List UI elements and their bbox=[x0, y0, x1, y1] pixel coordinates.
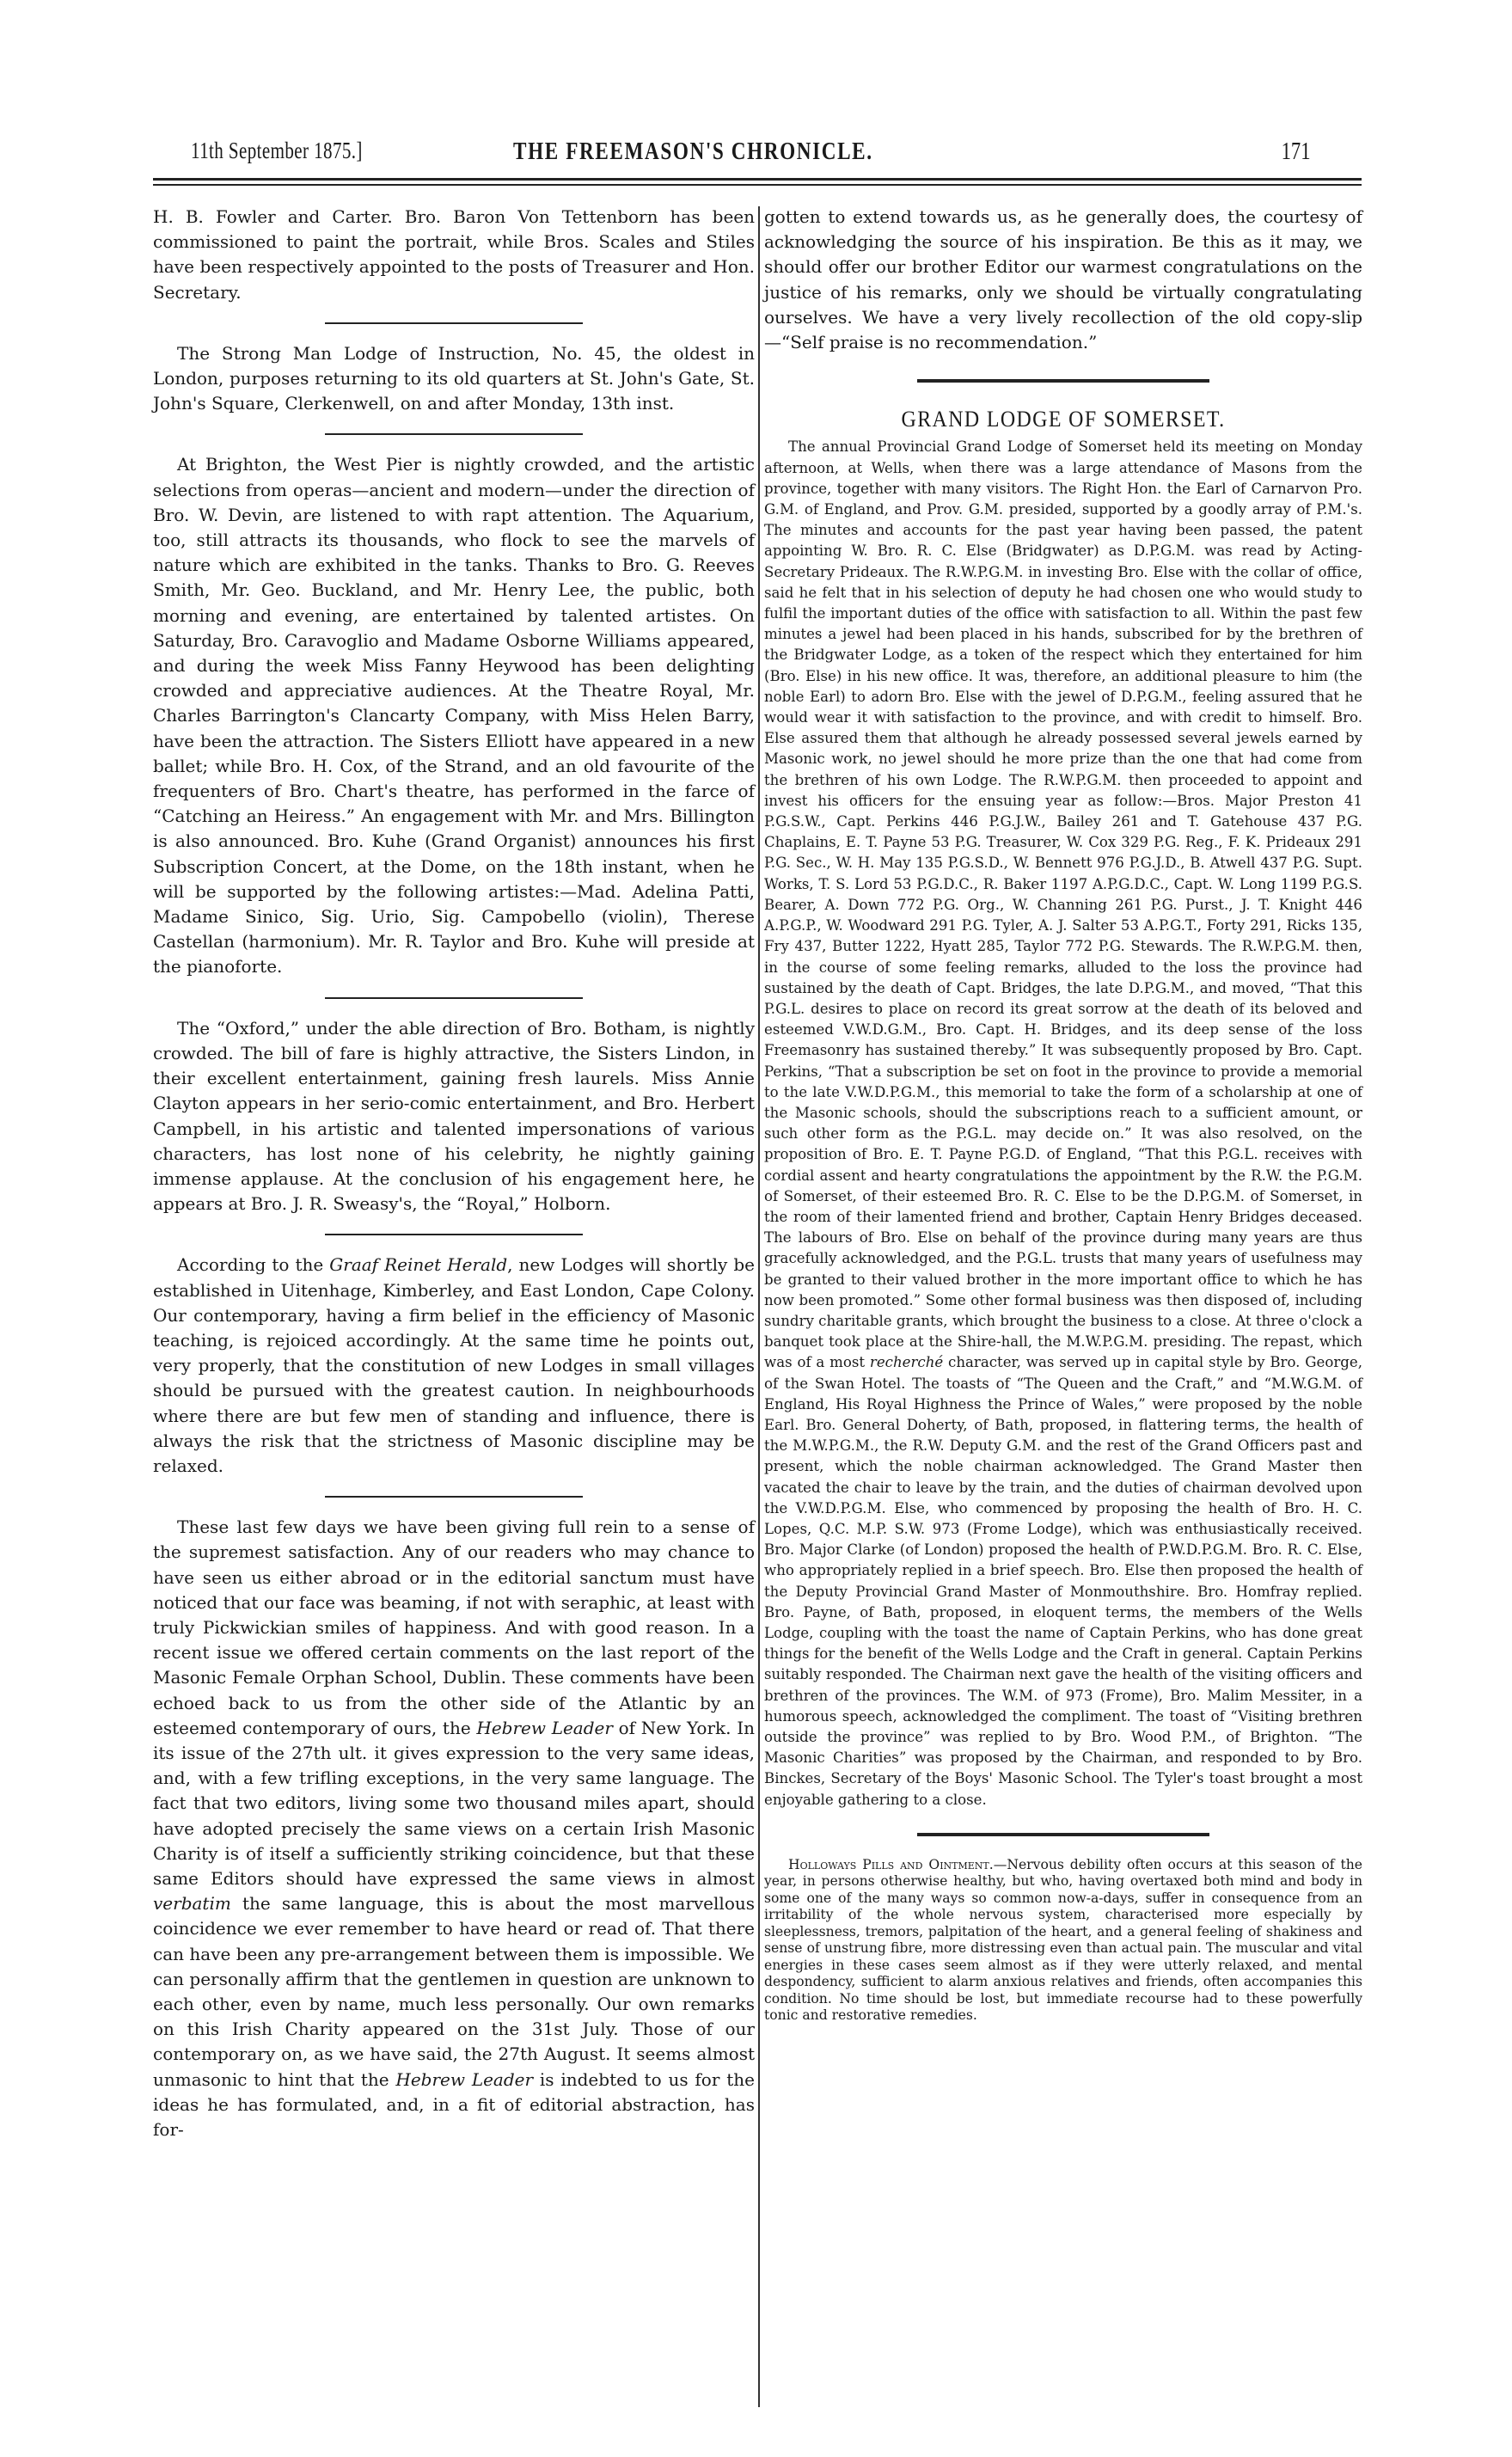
right-column bbox=[764, 205, 1362, 2025]
latin-term-italic: verbatim bbox=[153, 1893, 231, 1915]
newspaper-title-italic: Hebrew Leader bbox=[476, 1717, 613, 1738]
text-run: , new Lodges will shortly be established in Uitenhage, Kimberley, and East London, Cape Colony. Our contemporary, having a firm belief in the efficiency of Masonic teaching, is rejoiced accordingly. At the same time he points out, very properly, that the constitution of new Lodges in small villages should be pursued with the greatest caution. In neighbourhoods where there are but few men of standing and influence, there is always the risk that the strictness of Masonic discipline may be relaxed. bbox=[153, 1254, 755, 1476]
text-run: The annual Provincial Grand Lodge of Somerset held its meeting on Monday afternoon, at Wells, when there was a large attendance of Masons from the province, together with many visitors. The Right Hon. the Earl of Carnarvon Pro. G.M. of England, and Prov. G.M. presided, supported by a goodly array of P.M.'s. The minutes and accounts for the past year having been passed, the patent appointing W. Bro. R. C. Else (Bridgwater) as D.P.G.M. was read by Acting-Secretary Prideaux. The R.W.P.G.M. in investing Bro. Else with the collar of office, said he felt that in his selection of deputy he had chosen one who would study to fulfil the important duties of the office with satisfaction to all. Within the past few minutes a jewel had been placed in his hands, subscribed for by the brethren of the Bridgwater Lodge, as a token of the respect which they entertained for him (Bro. Else) in his new office. It was, therefore, an additional pleasure to him (the noble Earl) to adorn Bro. Else with the jewel of D.P.G.M., feeling assured that he would wear it with satisfaction to the province, and with credit to himself. Bro. Else assured them that although he already possessed several jewels earned by Masonic work, no jewel should he more prize than the one that had come from the brethren of his own Lodge. The R.W.P.G.M. then proceeded to appoint and invest his officers for the ensuing year as follow:—Bros. Major Preston 41 P.G.S.W., Capt. Perkins 446 P.G.J.W., Bailey 261 and T. Gatehouse 437 P.G. Chaplains, E. T. Payne 53 P.G. Treasurer, W. Cox 329 P.G. Reg., F. K. Prideaux 291 P.G. Sec., W. H. May 135 P.G.S.D., W. Bennett 976 P.G.J.D., B. Atwell 437 P.G. Supt. Works, T. S. Lord 53 P.G.D.C., R. Baker 1197 A.P.G.D.C., Capt. W. Long 1199 P.G.S. Bearer, A. Down 772 P.G. Org., W. Channing 261 P.G. Purst., J. T. Knight 446 A.P.G.P., W. Woodward 291 P.G. Tyler, A. J. Salter 53 A.P.G.T., Forty 291, Ricks 135, Fry 437, Butter 1222, Hyatt 285, Taylor 772 P.G. Stewards. The R.W.P.G.M. then, in the course of some feeling remarks, alluded to the loss the province had sustained by the death of Capt. Bridges, the late D.P.G.M., and moved, “That this P.G.L. desires to place on record its great sorrow at the death of its beloved and esteemed V.W.D.G.M., Bro. Capt. H. Bridges, and its deep sense of the loss Freemasonry has sustained thereby.” It was subsequently proposed by Bro. Capt. Perkins, “That a subscription be set on foot in the province to provide a memorial to the late V.W.D.P.G.M., this memorial to take the form of a scholarship at one of the Masonic schools, should the subscriptions reach to a sufficient amount, or such other form as the P.G.L. may decide on.” It was also resolved, on the proposition of Bro. E. T. Payne P.G.D. of England, “That this P.G.L. receives with cordial assent and hearty congratulations the appointment by the R.W. the P.G.M. of Somerset, of their esteemed Bro. R. C. Else to be the D.P.G.M. of Somerset, in the room of their lamented friend and brother, Captain Henry Bridges deceased. The labours of Bro. Else on behalf of the province during many years are thus gracefully acknowledged, and the P.G.L. trusts that many years of usefulness may be granted to their valued brother in the more important office to which he has now been promoted.” Some other formal business was then disposed of, including sundry charitable grants, which brought the business to a close. At three o'clock a banquet took place at the Shire-hall, the M.W.P.G.M. presiding. The repast, which was of a most bbox=[764, 438, 1362, 1371]
masthead-rule-upper bbox=[153, 178, 1362, 181]
french-term-italic: recherché bbox=[869, 1354, 944, 1371]
text-run: the same language, this is about the most marvellous coincidence we ever remember to have heard or read of. That there can have been any pre-arrangement between them is impossible. We can personally affirm that the gentlemen in question are unknown to each other, even by name, much less personally. Our own remarks on this Irish Charity appeared on the 31st July. Those of our contemporary on, as we have said, the 27th August. It seems almost unmasonic to hint that the bbox=[153, 1893, 755, 2090]
advertisement-body: —Nervous debility often occurs at this season of the year, in persons otherwise healthy, but who, having overtaxed both mind and body in some one of the many ways so common now-a-days, suffer in consequence from an irritability of the whole nervous system, characterised more especially by sleeplessness, tremors, palpitation of the heart, and a general feeling of shakiness and sense of unstrung fibre, more distressing even than actual pain. The muscular and vital energies in these cases seem almost as if they were utterly relaxed, and mental despondency, sufficient to alarm anxious relatives and friends, often accompanies this condition. No time should be lost, but immediate recourse had to these powerfully tonic and restorative remedies. bbox=[764, 1856, 1363, 2024]
article-cape-colony-lodges bbox=[153, 1253, 755, 1479]
page-number: 171 bbox=[1281, 138, 1310, 165]
section-separator bbox=[325, 322, 583, 324]
section-separator-double bbox=[917, 379, 1209, 383]
section-separator bbox=[325, 1234, 583, 1235]
masthead-rule-lower bbox=[153, 184, 1362, 186]
masthead bbox=[191, 138, 1362, 172]
article-strong-man-lodge: The Strong Man Lodge of Instruction, No. 45, the oldest in London, purposes returning to its old quarters at St. John's Gate, St. John's Square, Clerkenwell, on and after Monday, 13th inst. bbox=[153, 342, 755, 414]
text-run: character, was served up in capital style by Bro. George, of the Swan Hotel. The toasts of “The Queen and the Craft,” and “M.W.G.M. of England, His Royal Highness the Prince of Wales,” were proposed by the noble Earl. Bro. General Doherty, of Bath, proposed, in flattering terms, the health of the M.W.P.G.M., the R.W. Deputy G.M. and the rest of the Grand Officers past and present, which the noble chairman acknowledged. The Grand Master then vacated the chair to leave by the train, and the duties of chairman devolved upon the V.W.D.P.G.M. Else, who commenced by proposing the health of Bro. H. C. Lopes, Q.C. M.P. S.W. 973 (Frome Lodge), which was enthusiastically received. Bro. Major Clarke (of London) proposed the health of P.W.D.P.G.M. Bro. R. C. Else, who appropriately replied in a brief speech. Bro. Else then proposed the health of the Deputy Provincial Grand Master of Monmouthshire. Bro. Homfray replied. Bro. Payne, of Bath, proposed, in eloquent terms, the members of the Wells Lodge, coupling with the toast the name of Captain Perkins, who has done great things for the benefit of the Wells Lodge and the Craft in general. Captain Perkins suitably responded. The Chairman next gave the health of the visiting officers and brethren of the provinces. The W.M. of 973 (Frome), Bro. Malim Messiter, in a humorous speech, acknowledged the compliment. The toast of “Visiting brethren outside the province” was replied to by Bro. Wood P.M., of Brighton. “The Masonic Charities” was proposed by the Chairman, and responded to by Bro. Binckes, Secretary of the Boys' Masonic School. The Tyler's toast brought a most enjoyable gathering to a close. bbox=[764, 1354, 1362, 1808]
text-run: These last few days we have been giving full rein to a sense of the supremest satisfaction. Any of our readers who may chance to have seen us either abroad or in the editorial sanctum must have noticed that our face was beaming, if not with seraphic, at least with truly Pickwickian smiles of happiness. And with good reason. In a recent issue we offered certain comments on the last report of the Masonic Female Orphan School, Dublin. These comments have been echoed back to us from the other side of the Atlantic by an esteemed contemporary of ours, the bbox=[153, 1516, 755, 1738]
section-separator-double bbox=[917, 1833, 1209, 1836]
text-run: of New York. In its issue of the 27th ult. it gives expression to the very same ideas, and, with a few trifling exceptions, in the very same language. The fact that two editors, living some two thousand miles apart, should have adopted precisely the same views on a certain Irish Masonic Charity is of itself a sufficiently striking coincidence, but that these same Editors should have expressed the same views in almost bbox=[153, 1717, 755, 1889]
column-divider bbox=[758, 206, 760, 2407]
newspaper-title-italic: Graaf Reinet Herald bbox=[329, 1254, 508, 1276]
article-oxford-music-hall: The “Oxford,” under the able direction of Bro. Botham, is nightly crowded. The bill of fare is highly attractive, the Sisters Lindon, in their excellent entertainment, gaining fresh laurels. Miss Annie Clayton appears in her serio-comic entertainment, and Bro. Herbert Campbell, in his artistic and talented impersonations of various characters, has lost none of his celebrity, he nightly gaining immense applause. At the conclusion of his engagement here, he appears at Bro. J. R. Sweasy's, the “Royal,” Holborn. bbox=[153, 1017, 755, 1215]
issue-date: 11th September 1875.] bbox=[191, 138, 363, 163]
section-heading-grand-lodge-somerset: GRAND LODGE OF SOMERSET. bbox=[901, 407, 1226, 432]
section-separator bbox=[325, 433, 583, 435]
section-separator bbox=[325, 997, 583, 999]
publication-title: THE FREEMASON'S CHRONICLE. bbox=[513, 138, 873, 165]
text-run: According to the bbox=[177, 1254, 330, 1276]
newspaper-title-italic: Hebrew Leader bbox=[395, 2068, 534, 2090]
article-grand-lodge-somerset bbox=[764, 437, 1362, 1810]
article-hebrew-leader bbox=[153, 1515, 755, 2142]
article-portrait-commission: H. B. Fowler and Carter. Bro. Baron Von Tettenborn has been commissioned to paint the portrait, while Bros. Scales and Stiles have been respectively appointed to the posts of Treasurer and Hon. Secretary. bbox=[153, 206, 755, 303]
advertisement-holloways bbox=[764, 1857, 1362, 2025]
section-separator bbox=[325, 1496, 583, 1498]
text-run: is indebted to us for the ideas he has formulated, and, in a fit of editorial abstraction, has for- bbox=[153, 2068, 755, 2141]
article-brighton-entertainments: At Brighton, the West Pier is nightly crowded, and the artistic selections from operas—ancient and modern—under the direction of Bro. W. Devin, are listened to with rapt attention. The Aquarium, too, still attracts its thousands, who flock to see the marvels of nature which are exhibited in the tanks. Thanks to Bro. G. Reeves Smith, Mr. Geo. Buckland, and Mr. Henry Lee, the public, both morning and evening, are entertained by talented artistes. On Saturday, Bro. Caravoglio and Madame Osborne Williams appeared, and during the week Miss Fanny Heywood has been delighting crowded and appreciative audiences. At the Theatre Royal, Mr. Charles Barrington's Clancarty Company, with Miss Helen Barry, have been the attraction. The Sisters Elliott have appeared in a new ballet; while Bro. H. Cox, of the Strand, and an old favourite of the frequenters of Bro. Chart's theatre, has performed in the farce of “Catching an Heiress.” An engagement with Mr. and Mrs. Billington is also announced. Bro. Kuhe (Grand Organist) announces his first Subscription Concert, at the Dome, on the 18th instant, when he will be supported by the following artistes:—Mad. Adelina Patti, Madame Sinico, Sig. Urio, Sig. Campobello (violin), Therese Castellan (harmonium). Mr. R. Taylor and Bro. Kuhe will preside at the pianoforte. bbox=[153, 454, 755, 977]
left-column bbox=[153, 205, 755, 2142]
article-hebrew-leader-continued: gotten to extend towards us, as he generally does, the courtesy of acknowledging the source of his inspiration. Be this as it may, we should offer our brother Editor our warmest congratulations on the justice of his remarks, only we should be virtually congratulating ourselves. We have a very lively recollection of the old copy-slip—“Self praise is no recommendation.” bbox=[764, 206, 1362, 353]
advertisement-title: Holloways Pills and Ointment. bbox=[788, 1856, 994, 1872]
